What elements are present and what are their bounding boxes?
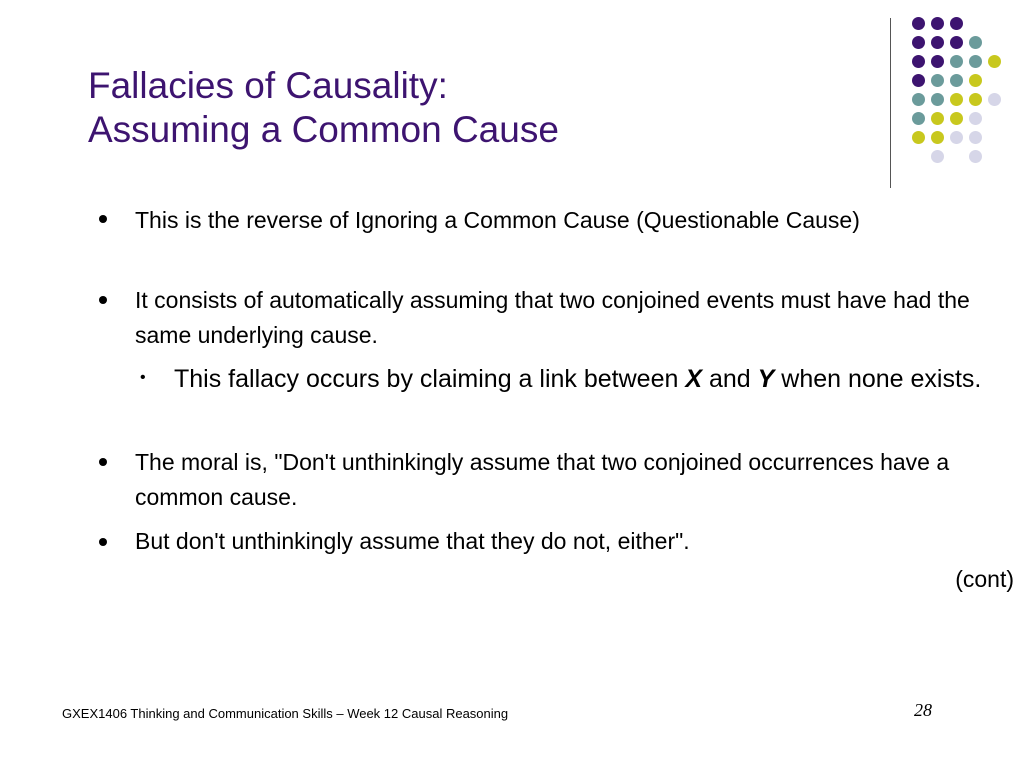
decor-dot <box>912 74 925 87</box>
decor-dot <box>931 112 944 125</box>
decor-dot <box>950 55 963 68</box>
decor-dot <box>969 112 982 125</box>
decor-dot <box>912 112 925 125</box>
decor-dot <box>969 93 982 106</box>
decor-dot <box>950 74 963 87</box>
bullet-marker <box>99 215 107 223</box>
variable-x: X <box>685 365 703 393</box>
page-number: 28 <box>914 700 932 720</box>
decor-dot <box>931 55 944 68</box>
decor-dot <box>969 55 982 68</box>
decor-dot <box>969 150 982 163</box>
sub-bullet-marker: • <box>140 369 146 386</box>
slide-title <box>88 64 848 152</box>
decor-dot <box>969 131 982 144</box>
decor-dot <box>988 93 1001 106</box>
bullet-item-1: This is the reverse of Ignoring a Common Cause (Questionable Cause) <box>135 207 860 233</box>
decor-dot <box>912 131 925 144</box>
bullet-marker <box>99 538 107 546</box>
bullet-marker <box>99 296 107 304</box>
sub-text-before: This fallacy occurs by claiming a link between <box>174 365 686 393</box>
cont-label: (cont) <box>955 566 1014 592</box>
bullet-item-4: But don't unthinkingly assume that they do not, either". <box>135 528 690 554</box>
title-line-2: Assuming a Common Cause <box>88 109 559 150</box>
decor-dot <box>950 93 963 106</box>
decor-dot <box>969 74 982 87</box>
sub-text-and: and <box>702 365 758 393</box>
decor-dot <box>950 36 963 49</box>
bullet-item-3: The moral is, "Don't unthinkingly assume that two conjoined occurrences have a common cause. <box>135 449 950 510</box>
decor-dot <box>931 74 944 87</box>
decor-dot <box>931 93 944 106</box>
decor-dot <box>931 17 944 30</box>
variable-y: Y <box>757 365 775 393</box>
decor-dot <box>912 55 925 68</box>
decor-dot <box>931 150 944 163</box>
footer-text: GXEX1406 Thinking and Communication Skills – Week 12 Causal Reasoning <box>62 706 509 721</box>
sub-bullet-item <box>174 361 1019 397</box>
decor-dot <box>950 131 963 144</box>
decor-dot <box>931 36 944 49</box>
sub-text-after: when none exists. <box>774 365 982 393</box>
decor-dot <box>912 36 925 49</box>
bullet-item-2: It consists of automatically assuming that two conjoined events must have had the same underlying cause. <box>135 287 970 348</box>
decor-dot <box>912 17 925 30</box>
decor-dot <box>988 55 1001 68</box>
decor-dot <box>969 36 982 49</box>
decor-dot <box>950 112 963 125</box>
decor-dot <box>912 93 925 106</box>
divider-line <box>890 18 891 188</box>
title-line-1: Fallacies of Causality: <box>88 65 448 106</box>
bullet-marker <box>99 458 107 466</box>
decor-dot <box>950 17 963 30</box>
decor-dot <box>931 131 944 144</box>
